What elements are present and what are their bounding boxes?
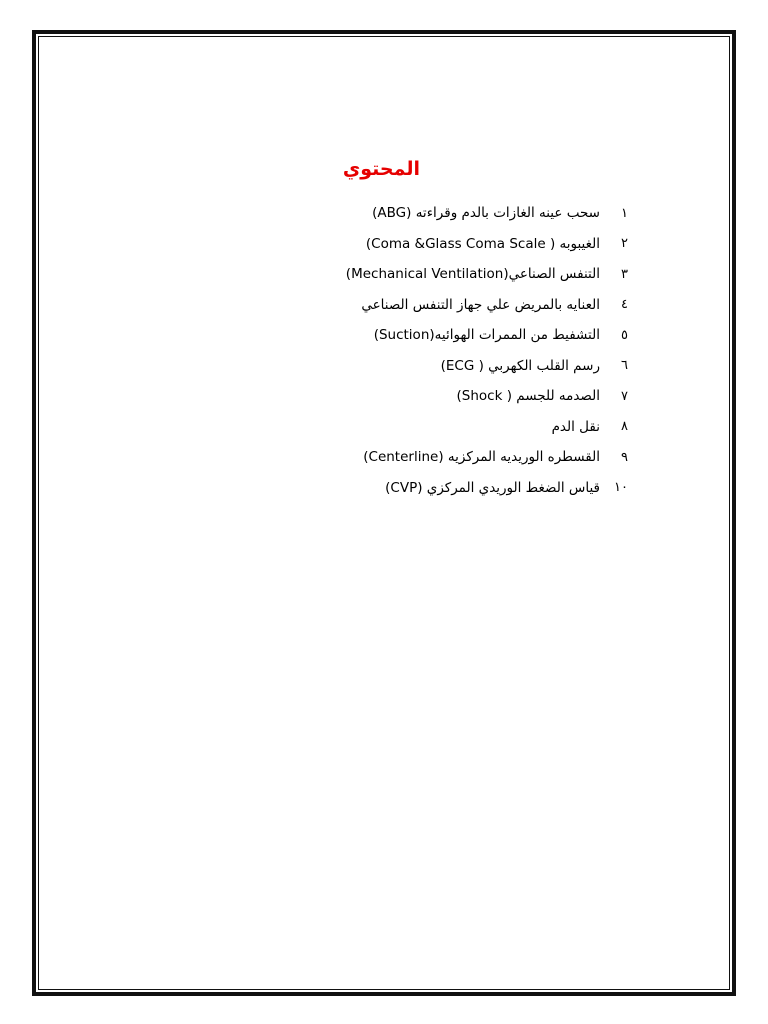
toc-item (346, 412, 628, 443)
toc-item (346, 381, 628, 412)
toc-item (346, 442, 628, 473)
toc-item-text: الصدمه للجسم ( Shock) (456, 388, 600, 405)
toc-item-number: ٢ (621, 236, 628, 252)
toc-list (346, 198, 628, 503)
toc-item (346, 351, 628, 382)
toc-item (346, 290, 628, 321)
toc-item-number: ٦ (621, 358, 628, 374)
toc-item-number: ٤ (621, 297, 628, 313)
toc-item (346, 320, 628, 351)
toc-item-text: التنفس الصناعي(Mechanical Ventilation) (345, 266, 600, 283)
toc-item (346, 259, 628, 290)
toc-item-text: نقل الدم (551, 418, 600, 435)
toc-item (346, 473, 628, 504)
toc-item-number: ٩ (621, 449, 628, 465)
toc-item-text: التشفيط من الممرات الهوائيه(Suction) (373, 327, 600, 344)
toc-item-text: قياس الضغط الوريدي المركزي (CVP) (385, 479, 600, 496)
toc-item-number: ١ (621, 205, 628, 221)
toc-item-text: رسم القلب الكهربي ( ECG) (440, 357, 600, 374)
toc-item-text: سحب عينه الغازات بالدم وقراءته (ABG) (372, 205, 600, 222)
toc-item-text: القسطره الوريديه المركزيه (Centerline) (363, 449, 600, 466)
toc-item-number: ١٠ (614, 480, 628, 496)
toc-item-text: الغيبوبه ( Coma &Glass Coma Scale) (365, 235, 600, 252)
toc-item-number: ٨ (621, 419, 628, 435)
toc-item (346, 229, 628, 260)
toc-title: المحتوي (342, 158, 420, 180)
toc-item-number: ٧ (621, 388, 628, 404)
toc-item-text: العنايه بالمريض علي جهاز التنفس الصناعي (361, 296, 600, 313)
toc-item-number: ٥ (621, 327, 628, 343)
toc-item (346, 198, 628, 229)
toc-item-number: ٣ (621, 266, 628, 282)
